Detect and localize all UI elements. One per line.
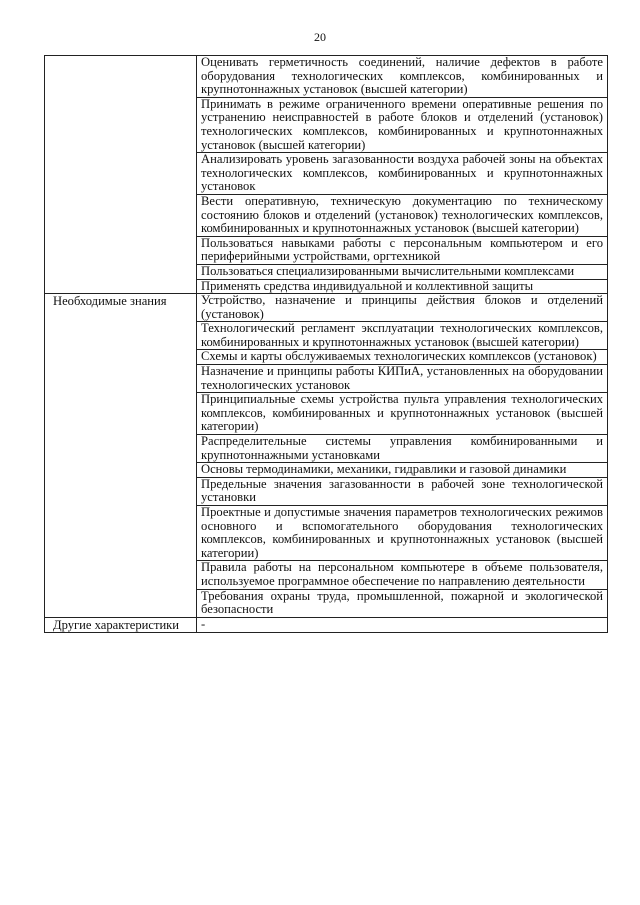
page-number: 20 [314, 30, 326, 44]
table-cell: - [197, 617, 608, 633]
table-cell: Назначение и принципы работы КИПиА, установленных на оборудовании технологических установок [197, 365, 608, 393]
table-row [45, 294, 608, 322]
table-cell: Распределительные системы управления комбинированными и крупнотоннажными установками [197, 435, 608, 463]
section-label: Необходимые знания [45, 294, 197, 618]
table-cell: Требования охраны труда, промышленной, пожарной и экологической безопасности [197, 589, 608, 617]
table-cell: Схемы и карты обслуживаемых технологических комплексов (установок) [197, 350, 608, 365]
table-row [45, 56, 608, 98]
table-cell: Технологический регламент эксплуатации технологических комплексов, комбинированных и крупнотоннажных установок (высшей категории) [197, 322, 608, 350]
table-cell: Вести оперативную, техническую документацию по техническому состоянию блоков и отделений (установок) технологических комплексов, комбинированных и крупнотоннажных установок (высшей категории) [197, 194, 608, 236]
table-cell: Основы термодинамики, механики, гидравлики и газовой динамики [197, 463, 608, 478]
table-cell: Анализировать уровень загазованности воздуха рабочей зоны на объектах технологических комплексов, комбинированных и крупнотоннажных установок [197, 153, 608, 195]
table-cell: Устройство, назначение и принципы действия блоков и отделений (установок) [197, 294, 608, 322]
table-cell: Правила работы на персональном компьютере в объеме пользователя, используемое программное обеспечение по направлению деятельности [197, 561, 608, 589]
section-label: Другие характеристики [45, 617, 197, 633]
table-cell: Пользоваться навыками работы с персональным компьютером и его периферийными устройствами, оргтехникой [197, 236, 608, 264]
competency-table [44, 55, 608, 633]
table-cell: Оценивать герметичность соединений, наличие дефектов в работе оборудования технологических комплексов, комбинированных и крупнотоннажных установок (высшей категории) [197, 56, 608, 98]
table-row [45, 617, 608, 633]
table-cell: Принципиальные схемы устройства пульта управления технологических комплексов, комбинированных и крупнотоннажных установок (высшей категории) [197, 393, 608, 435]
section-label [45, 56, 197, 294]
table-cell: Предельные значения загазованности в рабочей зоне технологической установки [197, 477, 608, 505]
table-cell: Применять средства индивидуальной и коллективной защиты [197, 279, 608, 294]
table-cell: Проектные и допустимые значения параметров технологических режимов основного и вспомогательного оборудования технологических комплексов, комбинированных и крупнотоннажных установок (высшей категории) [197, 506, 608, 561]
table-cell: Пользоваться специализированными вычислительными комплексами [197, 264, 608, 279]
table-cell: Принимать в режиме ограниченного времени оперативные решения по устранению неисправностей в работе блоков и отделений (установок) технологических комплексов, комбинированных и крупнотоннажных установок (высшей категории) [197, 97, 608, 152]
